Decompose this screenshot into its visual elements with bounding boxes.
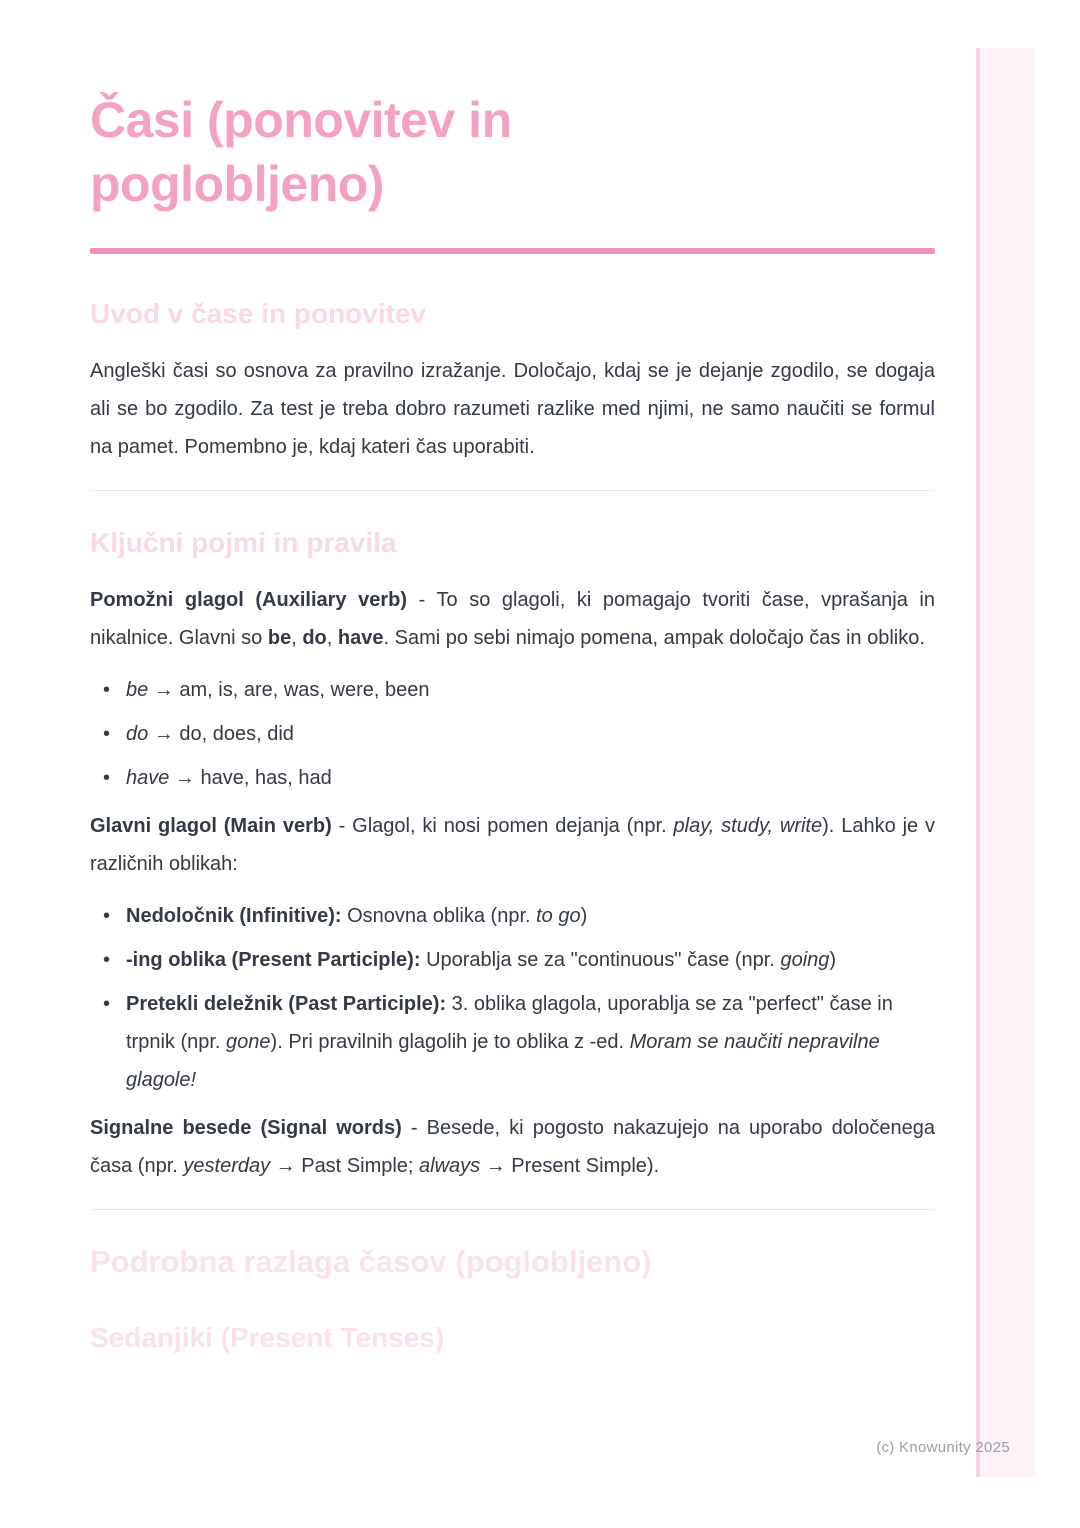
page-title: Časi (ponovitev in poglobljeno) xyxy=(90,92,512,212)
section-heading-intro: Uvod v čase in ponovitev xyxy=(90,298,427,329)
bullet-icon: • xyxy=(103,905,111,927)
bullet-icon: • xyxy=(103,679,111,701)
list-item-have: • have → have, has, had xyxy=(90,759,935,797)
verb-forms-list xyxy=(90,897,935,1099)
list-item-be: • be → am, is, are, was, were, been xyxy=(90,671,935,709)
page-content xyxy=(90,0,935,1356)
bullet-icon: • xyxy=(103,723,111,745)
title-underline-rule xyxy=(90,248,935,254)
section-divider xyxy=(90,1209,935,1210)
list-item-infinitive: • Nedoločnik (Infinitive): Osnovna oblika (npr. to go) xyxy=(90,897,935,935)
intro-paragraph: Angleški časi so osnova za pravilno izražanje. Določajo, kdaj se je dejanje zgodilo, se dogaja ali se bo zgodilo. Za test je treba dobro razumeti razlike med njimi, ne samo naučiti se formul na pamet. Pomembno je, kdaj kateri čas uporabiti. xyxy=(90,360,935,458)
page-edge-strip xyxy=(976,48,1035,1477)
section-divider xyxy=(90,490,935,491)
subsection-heading-present-tenses: Sedanjiki (Present Tenses) xyxy=(90,1322,445,1353)
section-heading-detailed-explanation: Podrobna razlaga časov (poglobljeno) xyxy=(90,1244,652,1279)
section-heading-key-concepts: Ključni pojmi in pravila xyxy=(90,527,397,558)
signal-words-paragraph: Signalne besede (Signal words) - Besede, ki pogosto nakazujejo na uporabo določenega časa (npr. yesterday → Past Simple; always → Present Simple). xyxy=(90,1117,935,1177)
footer-copyright: (c) Knowunity 2025 xyxy=(876,1439,1010,1456)
list-item-past-participle: • Pretekli deležnik (Past Participle): 3. oblika glagola, uporablja se za "perfect" čase in trpnik (npr. gone). Pri pravilnih glagolih je to oblika z -ed. Moram se naučiti nepravilne glagole! xyxy=(90,985,935,1099)
auxiliary-verb-paragraph: Pomožni glagol (Auxiliary verb) - To so glagoli, ki pomagajo tvoriti čase, vprašanja in nikalnice. Glavni so be, do, have. Sami po sebi nimajo pomena, ampak določajo čas in obliko. xyxy=(90,589,935,649)
bullet-icon: • xyxy=(103,949,111,971)
main-verb-paragraph: Glavni glagol (Main verb) - Glagol, ki nosi pomen dejanja (npr. play, study, write). Lahko je v različnih oblikah: xyxy=(90,815,935,875)
auxiliary-forms-list xyxy=(90,671,935,797)
bullet-icon: • xyxy=(103,767,111,789)
bullet-icon: • xyxy=(103,993,111,1015)
list-item-present-participle: • -ing oblika (Present Participle): Uporablja se za "continuous" čase (npr. going) xyxy=(90,941,935,979)
list-item-do: • do → do, does, did xyxy=(90,715,935,753)
